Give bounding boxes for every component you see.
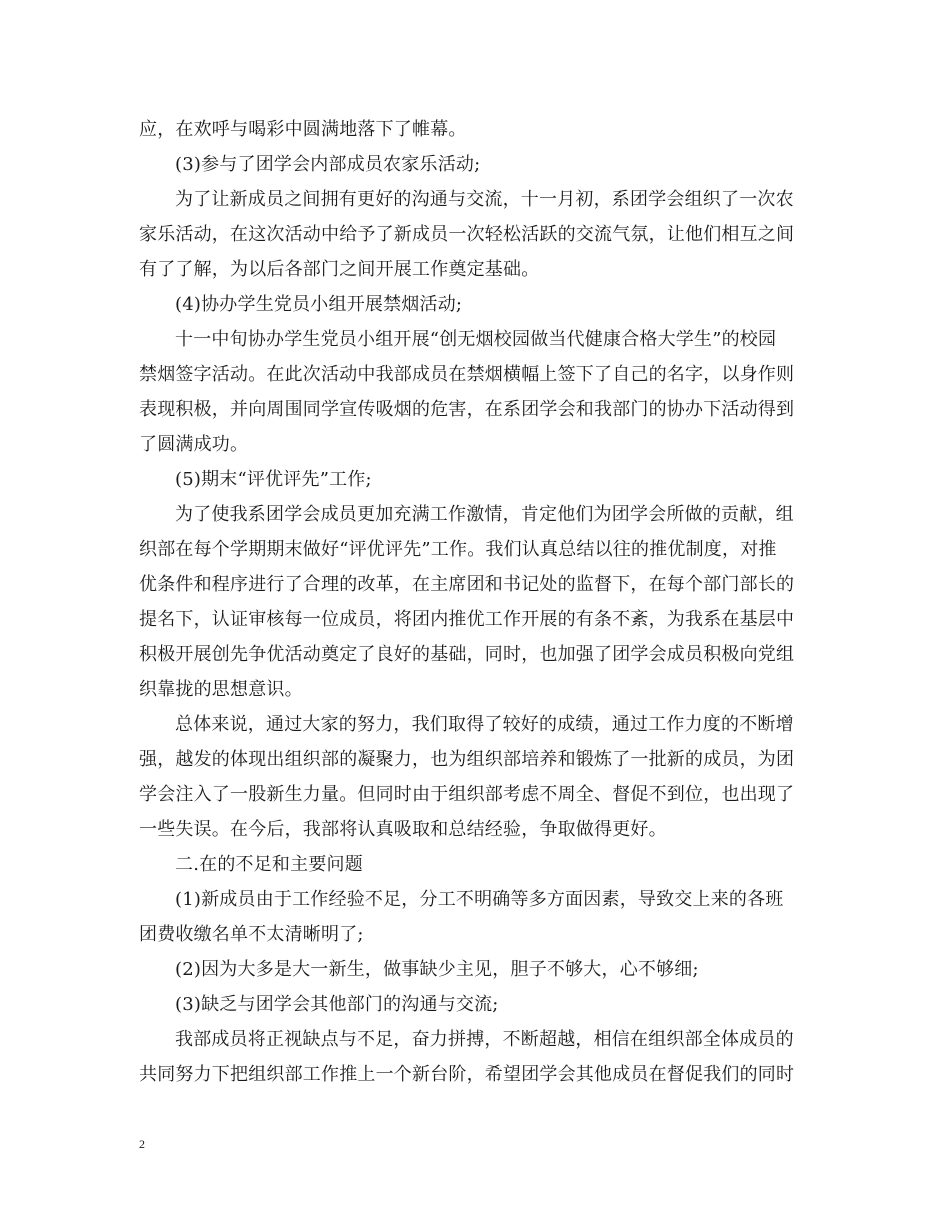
document-body (139, 112, 811, 1092)
text-line: 为了让新成员之间拥有更好的沟通与交流，十一月初，系团学会组织了一次农 (175, 189, 794, 210)
text-line: (2)因为大多是大一新生，做事缺少主见，胆子不够大，心不够细; (175, 959, 699, 980)
text-line: 强，越发的体现出组织部的凝聚力，也为组织部培养和锻炼了一批新的成员，为团 (139, 749, 795, 770)
text-line: 禁烟签字活动。在此次活动中我部成员在禁烟横幅上签下了自己的名字，以身作则 (139, 364, 795, 385)
text-line: 我部成员将正视缺点与不足，奋力拼搏，不断超越，相信在组织部全体成员的 (175, 1029, 794, 1050)
text-line: (3)参与了团学会内部成员农家乐活动; (175, 154, 481, 175)
text-line: 共同努力下把组织部工作推上一个新台阶，希望团学会其他成员在督促我们的同时 (139, 1064, 795, 1085)
text-line: 家乐活动，在这次活动中给予了新成员一次轻松活跃的交流气氛，让他们相互之间 (139, 224, 795, 245)
text-line: 了圆满成功。 (139, 434, 249, 455)
text-line: 为了使我系团学会成员更加充满工作激情，肯定他们为团学会所做的贡献，组 (175, 504, 794, 525)
text-line: 表现积极，并向周围同学宣传吸烟的危害，在系团学会和我部门的协办下活动得到 (139, 399, 795, 420)
text-line: (1)新成员由于工作经验不足，分工不明确等多方面因素，导致交上来的各班 (175, 889, 784, 910)
text-line: 优条件和程序进行了合理的改革，在主席团和书记处的监督下，在每个部门部长的 (139, 574, 795, 595)
text-line: 团费收缴名单不太清晰明了; (139, 924, 364, 945)
text-line: 提名下，认证审核每一位成员，将团内推优工作开展的有条不紊，为我系在基层中 (139, 609, 795, 630)
page-number: 2 (139, 1137, 145, 1151)
text-line: 有了了解，为以后各部门之间开展工作奠定基础。 (139, 259, 540, 280)
text-line: (5)期末“评优评先”工作; (175, 469, 372, 490)
text-line: (4)协办学生党员小组开展禁烟活动; (175, 294, 463, 315)
text-line: 十一中旬协办学生党员小组开展“创无烟校园做当代健康合格大学生”的校园 (175, 329, 777, 350)
text-line: 二.在的不足和主要问题 (175, 854, 363, 875)
text-line: 织部在每个学期期末做好“评优评先”工作。我们认真总结以往的推优制度，对推 (139, 539, 777, 560)
text-line: 学会注入了一股新生力量。但同时由于组织部考虑不周全、督促不到位，也出现了 (139, 784, 795, 805)
text-line: 织靠拢的思想意识。 (139, 679, 303, 700)
text-line: 总体来说，通过大家的努力，我们取得了较好的成绩，通过工作力度的不断增 (175, 714, 794, 735)
text-line: 一些失误。在今后，我部将认真吸取和总结经验，争取做得更好。 (139, 819, 667, 840)
text-line: 应，在欢呼与喝彩中圆满地落下了帷幕。 (139, 119, 467, 140)
text-line: (3)缺乏与团学会其他部门的沟通与交流; (175, 994, 499, 1015)
text-line: 积极开展创先争优活动奠定了良好的基础，同时，也加强了团学会成员积极向党组 (139, 644, 795, 665)
